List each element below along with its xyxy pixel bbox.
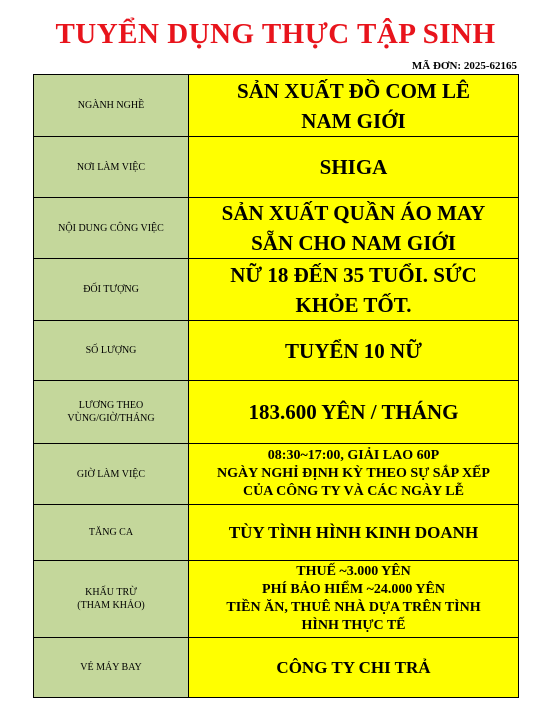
table-row bbox=[34, 137, 519, 198]
table-row bbox=[34, 198, 519, 259]
row-value-airfare: CÔNG TY CHI TRẢ bbox=[189, 638, 519, 698]
row-label-deductions: KHẤU TRỪ (THAM KHẢO) bbox=[34, 561, 189, 638]
row-value-working-hours: 08:30~17:00, GIẢI LAO 60P NGÀY NGHỈ ĐỊNH KỲ THEO SỰ SẮP XẾP CỦA CÔNG TY VÀ CÁC NGÀY LỄ bbox=[189, 444, 519, 505]
order-code: MÃ ĐƠN: 2025-62165 bbox=[411, 60, 517, 72]
row-label-candidates: ĐỐI TƯỢNG bbox=[34, 259, 189, 321]
row-value-salary: 183.600 YÊN / THÁNG bbox=[189, 381, 519, 444]
row-label-industry: NGÀNH NGHỀ bbox=[34, 75, 189, 137]
row-value-industry: SẢN XUẤT ĐỒ COM LÊ NAM GIỚI bbox=[189, 75, 519, 137]
row-label-job-content: NỘI DUNG CÔNG VIỆC bbox=[34, 198, 189, 259]
row-label-airfare: VÉ MÁY BAY bbox=[34, 638, 189, 698]
table-row bbox=[34, 444, 519, 505]
table-row bbox=[34, 638, 519, 698]
table-row bbox=[34, 321, 519, 381]
table-row bbox=[34, 505, 519, 561]
row-label-quantity: SỐ LƯỢNG bbox=[34, 321, 189, 381]
row-value-quantity: TUYỂN 10 NỮ bbox=[189, 321, 519, 381]
row-label-location: NƠI LÀM VIỆC bbox=[34, 137, 189, 198]
row-value-location: SHIGA bbox=[189, 137, 519, 198]
table-row bbox=[34, 75, 519, 137]
row-label-overtime: TĂNG CA bbox=[34, 505, 189, 561]
job-details-table bbox=[33, 74, 519, 698]
row-value-deductions: THUẾ ~3.000 YÊN PHÍ BẢO HIỂM ~24.000 YÊN TIỀN ĂN, THUÊ NHÀ DỰA TRÊN TÌNH HÌNH THỰC TẾ bbox=[189, 561, 519, 638]
page-title: TUYỂN DỤNG THỰC TẬP SINH bbox=[55, 18, 496, 50]
row-label-working-hours: GIỜ LÀM VIỆC bbox=[34, 444, 189, 505]
row-value-overtime: TÙY TÌNH HÌNH KINH DOANH bbox=[189, 505, 519, 561]
row-label-salary: LƯƠNG THEO VÙNG/GIỜ/THÁNG bbox=[34, 381, 189, 444]
table-row bbox=[34, 381, 519, 444]
table-row bbox=[34, 561, 519, 638]
row-value-candidates: NỮ 18 ĐẾN 35 TUỔI. SỨC KHỎE TỐT. bbox=[189, 259, 519, 321]
table-row bbox=[34, 259, 519, 321]
row-value-job-content: SẢN XUẤT QUẦN ÁO MAY SẴN CHO NAM GIỚI bbox=[189, 198, 519, 259]
